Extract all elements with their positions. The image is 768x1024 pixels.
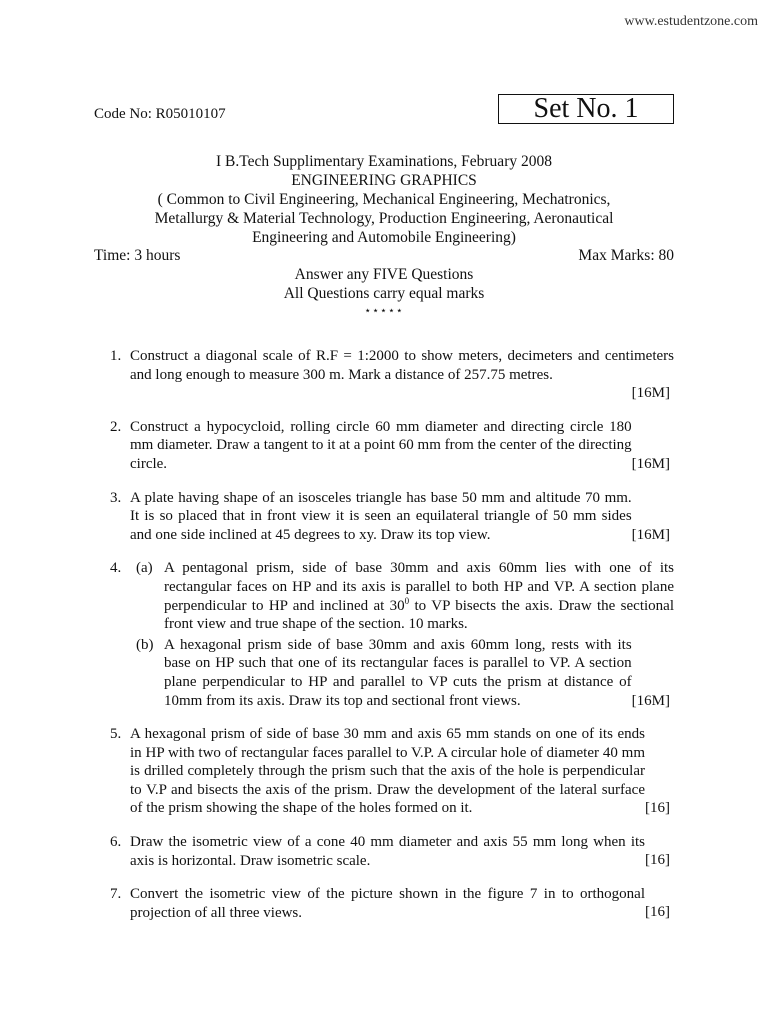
question-marks: [16] (645, 800, 670, 817)
subquestion-b (130, 636, 674, 710)
subquestion-label: (b) (136, 636, 154, 653)
subject-title: ENGINEERING GRAPHICS (291, 172, 477, 189)
exam-title-block (94, 152, 674, 247)
stars-divider: ⋆⋆⋆⋆⋆ (364, 305, 404, 317)
question-2 (94, 418, 674, 474)
time-marks-row (94, 246, 674, 265)
subquestion-label: (a) (136, 560, 153, 577)
common-to-line-1: ( Common to Civil Engineering, Mechanical Engineering, Mechatronics, (157, 191, 611, 208)
header-row (94, 94, 674, 126)
question-number: 4. (110, 560, 122, 577)
question-text-content: A plate having shape of an isosceles triangle has base 50 mm and altitude 70 mm. It is so placed that in front view it is seen an equilateral triangle of 50 mm sides and one side inclined at 45 degrees to xy. Draw its top view. (130, 489, 632, 543)
subquestion-text: A pentagonal prism, side of base 30mm and axis 60mm lies with one of its rectangular faces on HP and its axis is parallel to both HP and VP. A section plane perpendicular to HP and inclined at 30 (164, 560, 674, 614)
question-number: 2. (110, 418, 122, 435)
question-marks: [16M] (631, 385, 670, 402)
question-text-content: Convert the isometric view of the picture shown in the figure 7 in to orthogonal projection of all three views. (130, 886, 645, 921)
question-number: 5. (110, 726, 122, 743)
common-to-line-2: Metallurgy & Material Technology, Production Engineering, Aeronautical (154, 210, 614, 227)
question-1 (94, 347, 674, 403)
question-number: 1. (110, 348, 122, 364)
question-number: 6. (110, 834, 122, 851)
question-marks: [16] (645, 852, 670, 869)
question-text: Construct a diagonal scale of R.F = 1:2000 to show meters, decimeters and centimeters and long enough to measure 300 m. Mark a distance of 257.75 metres. (130, 348, 674, 383)
watermark-url: www.estudentzone.com (624, 14, 758, 29)
max-marks: Max Marks: 80 (578, 247, 674, 264)
question-6 (94, 833, 674, 870)
question-7 (94, 885, 674, 922)
subquestion-text-cont: to VP bisects the axis. Draw the sectional front view and true shape of the section. 10 marks. (164, 597, 674, 633)
question-number: 7. (110, 886, 122, 903)
degree-superscript: 0 (404, 595, 410, 606)
question-marks: [16M] (631, 526, 670, 543)
question-text (130, 418, 674, 474)
common-to-line-3: Engineering and Automobile Engineering) (252, 229, 516, 246)
instruction-line-1: Answer any FIVE Questions (294, 266, 474, 283)
set-number-box: Set No. 1 (498, 94, 674, 124)
time-limit: Time: 3 hours (94, 247, 181, 264)
question-5 (94, 725, 674, 818)
question-marks: [16M] (631, 455, 670, 472)
question-text (130, 885, 674, 922)
question-text (130, 833, 674, 870)
code-number: Code No: R05010107 (94, 106, 226, 122)
question-number: 3. (110, 489, 122, 506)
question-3 (94, 489, 674, 545)
instructions (94, 265, 674, 319)
question-list (94, 347, 674, 937)
subquestion-a (130, 559, 674, 633)
question-marks: [16] (645, 904, 670, 921)
question-marks: [16M] (631, 692, 670, 709)
subquestion-text: A hexagonal prism side of base 30mm and axis 60mm long, rests with its base on HP such that one of its rectangular faces is parallel to VP. A section plane perpendicular to HP and parallel to VP cuts the prism at distance of 10mm from its axis. Draw its top and sectional front views. (164, 636, 632, 709)
question-text (130, 725, 674, 818)
question-text-content: A hexagonal prism of side of base 30 mm and axis 65 mm stands on one of its ends in HP with two of rectangular faces parallel to V.P. A circular hole of diameter 40 mm is drilled completely through the prism such that the axis of the hole is perpendicular to V.P and bisects the axis of the prism. Draw the development of the lateral surface of the prism showing the shape of the holes formed on it. (130, 726, 645, 817)
question-text-content: Draw the isometric view of a cone 40 mm diameter and axis 55 mm long when its axis is horizontal. Draw isometric scale. (130, 834, 645, 869)
question-text-content: Construct a hypocycloid, rolling circle 60 mm diameter and directing circle 180 mm diameter. Draw a tangent to it at a point 60 mm from the center of the directing circle. (130, 418, 632, 472)
instruction-line-2: All Questions carry equal marks (283, 285, 485, 302)
question-text (130, 489, 674, 545)
exam-session: I B.Tech Supplimentary Examinations, February 2008 (216, 153, 552, 170)
question-4 (94, 559, 674, 710)
